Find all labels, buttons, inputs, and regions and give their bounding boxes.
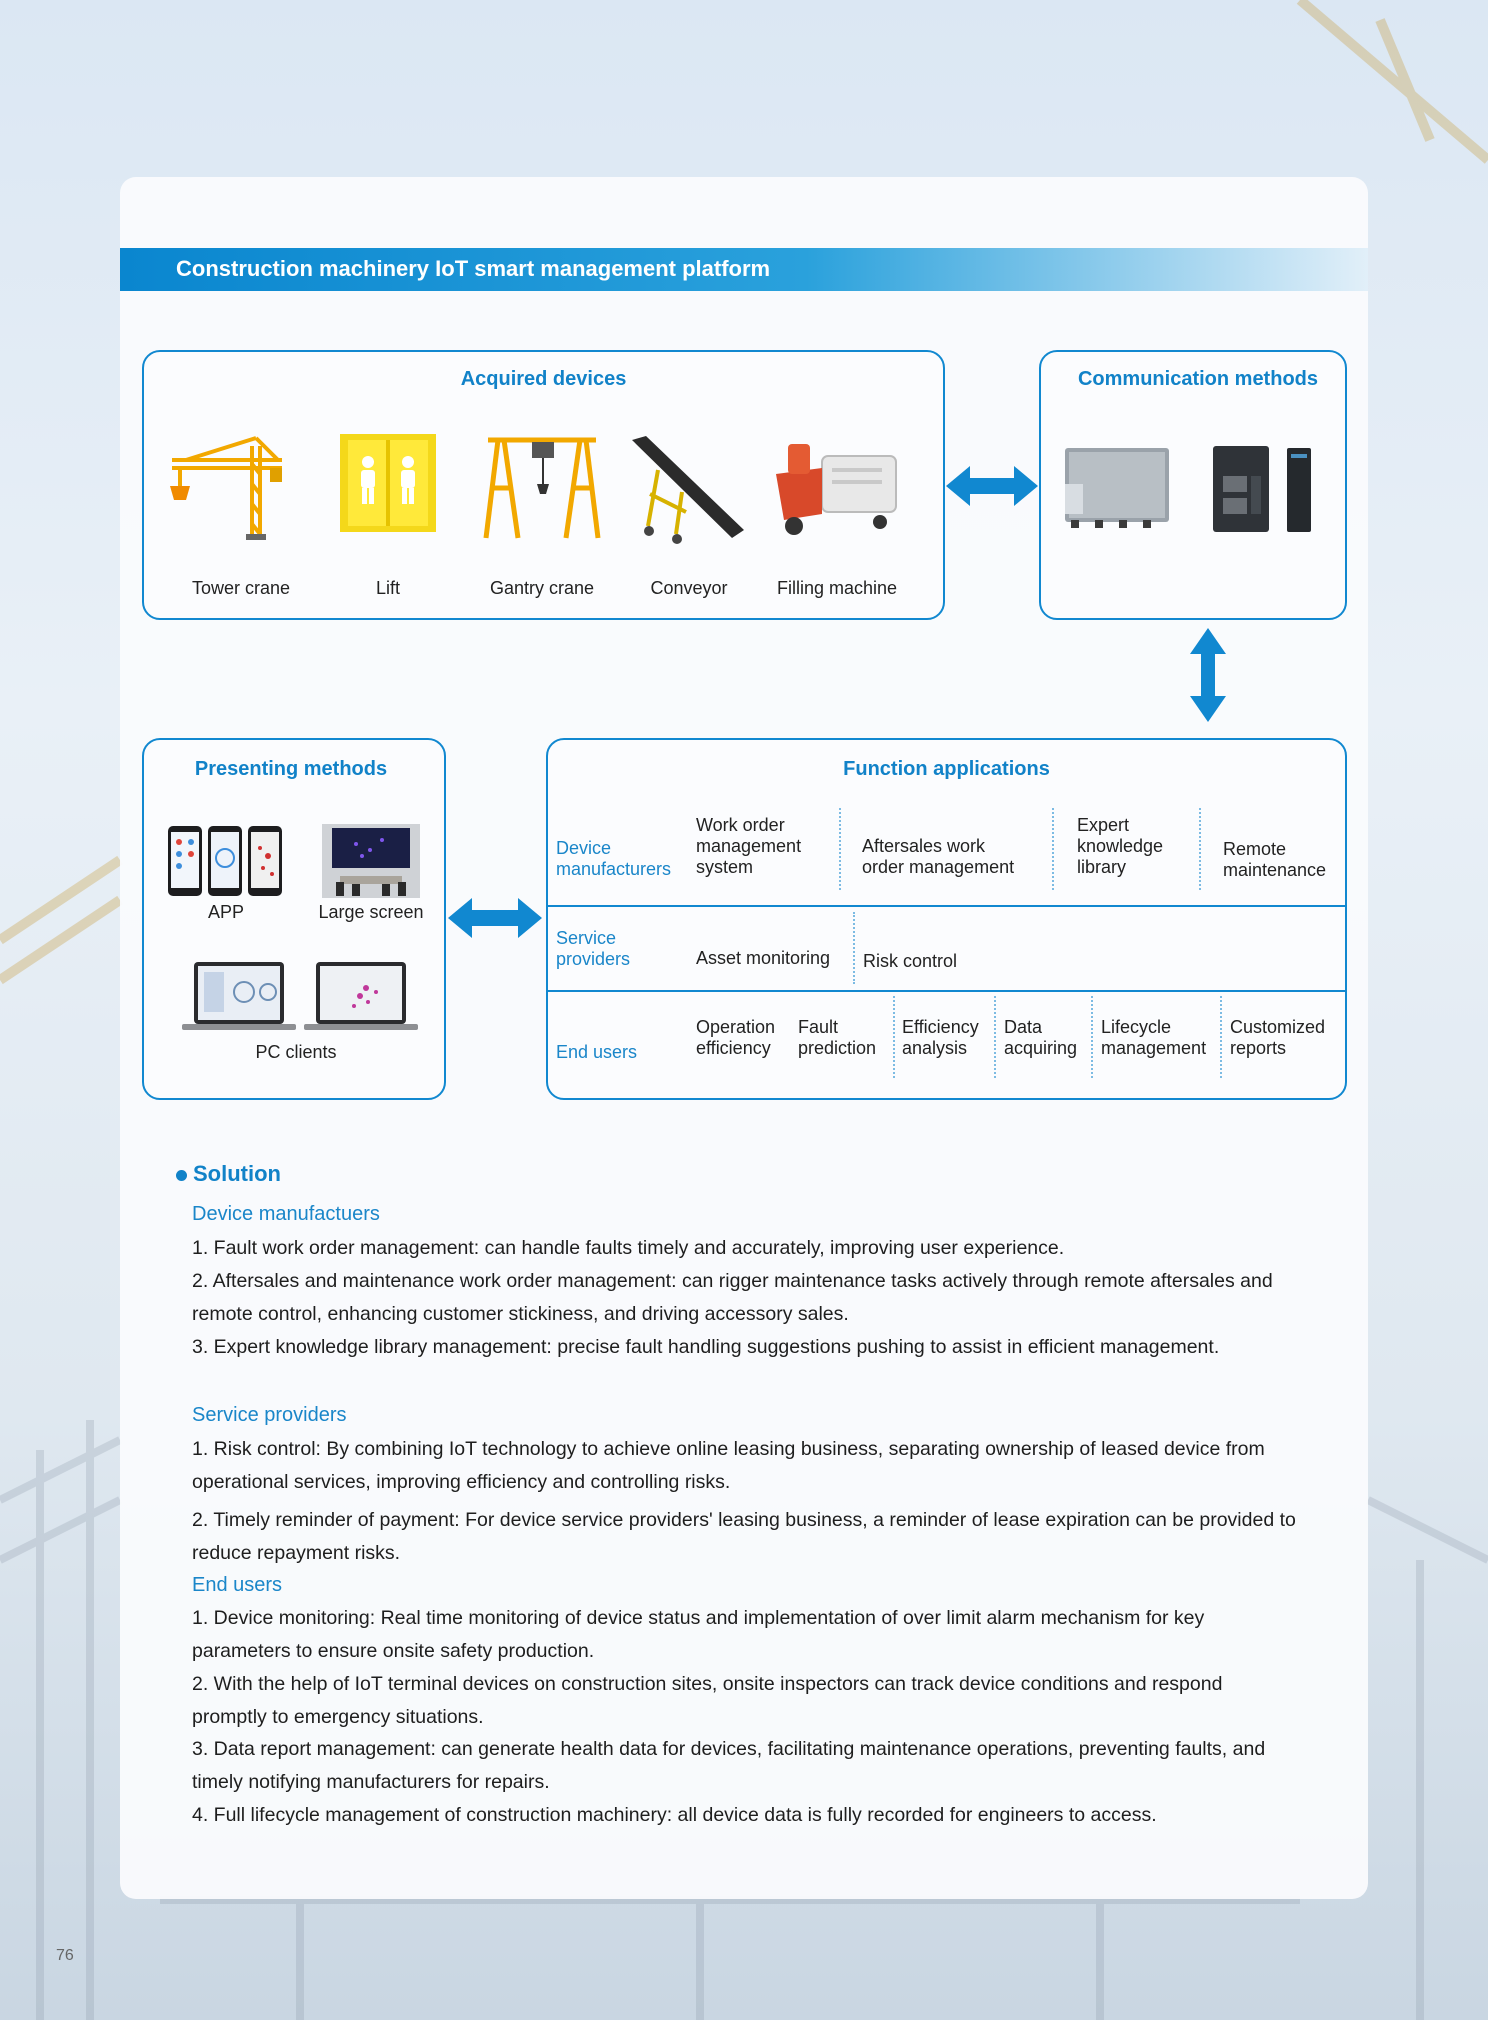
function-cell-expert-knowledge-library: Expert knowledge library — [1077, 815, 1164, 877]
solution-item: 4. Full lifecycle management of construction machinery: all device data is fully recorded for engineers to access. — [192, 1804, 1157, 1826]
iot-terminal-icon — [1065, 448, 1169, 530]
solution-item: 1. Fault work order management: can handle faults timely and accurately, improving user experience. — [192, 1237, 1065, 1259]
solution-bullet-dot — [176, 1170, 187, 1181]
title-banner — [120, 248, 1368, 291]
filling-machine-icon — [770, 438, 900, 538]
function-divider — [893, 996, 895, 1078]
solution-item: 2. Aftersales and maintenance work order management: can rigger maintenance tasks actively through remote aftersales and remote control, enhancing customer stickiness, and driving accessory sales. — [192, 1270, 1273, 1325]
acquired-devices-title: Acquired devices — [460, 368, 627, 390]
banner-title: Construction machinery IoT smart management platform — [176, 256, 771, 281]
lift-icon — [338, 432, 438, 534]
conveyor-icon — [628, 434, 748, 546]
function-row-label-end-users: End users — [556, 1042, 638, 1062]
tower-crane-icon — [166, 434, 286, 542]
gateway-icon — [1213, 446, 1317, 532]
function-cell-remote-maintenance: Remote maintenance — [1223, 839, 1327, 880]
function-cell-fault-prediction: Fault prediction — [798, 1017, 877, 1058]
function-row-separator — [548, 990, 1345, 992]
function-applications-box — [546, 738, 1347, 1100]
solution-subheading-device-manufacturers: Device manufactuers — [192, 1203, 380, 1225]
presenting-label-pc-clients: PC clients — [255, 1042, 337, 1062]
solution-heading: Solution — [193, 1161, 281, 1186]
function-divider — [1199, 808, 1201, 890]
laptop-icon — [182, 962, 418, 1034]
function-divider — [1091, 996, 1093, 1078]
solution-item: 2. With the help of IoT terminal devices on construction sites, onsite inspectors can track device conditions and respond promptly to emergency situations. — [192, 1673, 1223, 1728]
communication-methods-title: Communication methods — [1077, 368, 1318, 390]
device-label-lift: Lift — [375, 578, 400, 598]
function-cell-operation-efficiency: Operation efficiency — [696, 1017, 776, 1058]
page-number: 76 — [56, 1947, 74, 1964]
device-label-conveyor: Conveyor — [650, 578, 728, 598]
function-cell-work-order-management-system: Work order management system — [696, 815, 802, 877]
double-arrow-horizontal-icon-2 — [448, 898, 542, 938]
presenting-label-app: APP — [207, 902, 245, 922]
solution-item: 1. Device monitoring: Real time monitoring of device status and implementation of over limit alarm mechanism for key parameters to ensure onsite safety production. — [192, 1607, 1205, 1662]
device-label-tower-crane: Tower crane — [191, 578, 291, 598]
function-divider — [1052, 808, 1054, 890]
function-applications-title: Function applications — [843, 758, 1050, 780]
function-divider — [853, 912, 855, 984]
solution-item: 3. Data report management: can generate health data for devices, facilitating maintenance operations, preventing faults, and timely notifying manufacturers for repairs. — [192, 1738, 1266, 1793]
function-row-separator — [548, 905, 1345, 907]
function-divider — [994, 996, 996, 1078]
double-arrow-horizontal-icon — [946, 466, 1038, 506]
presenting-label-large-screen: Large screen — [318, 902, 424, 922]
function-divider — [839, 808, 841, 890]
large-screen-icon — [322, 824, 420, 898]
function-row-label-service-providers: Service providers — [556, 928, 631, 969]
function-divider — [1220, 996, 1222, 1078]
presenting-methods-box — [142, 738, 446, 1100]
communication-methods-box — [1039, 350, 1347, 620]
presenting-methods-title: Presenting methods — [194, 758, 388, 780]
device-label-filling-machine: Filling machine — [776, 578, 898, 598]
solution-item: 1. Risk control: By combining IoT technology to achieve online leasing business, separating ownership of leased device from operational services, improving efficiency and controlling risks. — [192, 1438, 1265, 1493]
gantry-crane-icon — [482, 428, 602, 544]
function-cell-risk-control: Risk control — [863, 951, 958, 971]
double-arrow-vertical-icon — [1190, 628, 1226, 722]
function-cell-asset-monitoring: Asset monitoring — [696, 948, 831, 968]
solution-subheading-end-users: End users — [192, 1574, 283, 1596]
function-row-label-device-manufacturers: Device manufacturers — [556, 838, 672, 879]
function-cell-efficiency-analysis: Efficiency analysis — [902, 1017, 979, 1058]
function-cell-lifecycle-management: Lifecycle management — [1101, 1017, 1207, 1058]
function-cell-customized-reports: Customized reports — [1230, 1017, 1326, 1058]
solution-item: 3. Expert knowledge library management: precise fault handling suggestions pushing to assist in efficient management. — [192, 1336, 1220, 1358]
function-cell-aftersales-work-order-management: Aftersales work order management — [862, 836, 1015, 877]
acquired-devices-box — [142, 350, 945, 620]
solution-item: 2. Timely reminder of payment: For device service providers' leasing business, a reminder of lease expiration can be provided to reduce repayment risks. — [192, 1509, 1296, 1564]
function-cell-data-acquiring: Data acquiring — [1004, 1017, 1078, 1058]
device-label-gantry-crane: Gantry crane — [489, 578, 595, 598]
solution-subheading-service-providers: Service providers — [192, 1404, 347, 1426]
phone-app-icon — [168, 824, 284, 898]
